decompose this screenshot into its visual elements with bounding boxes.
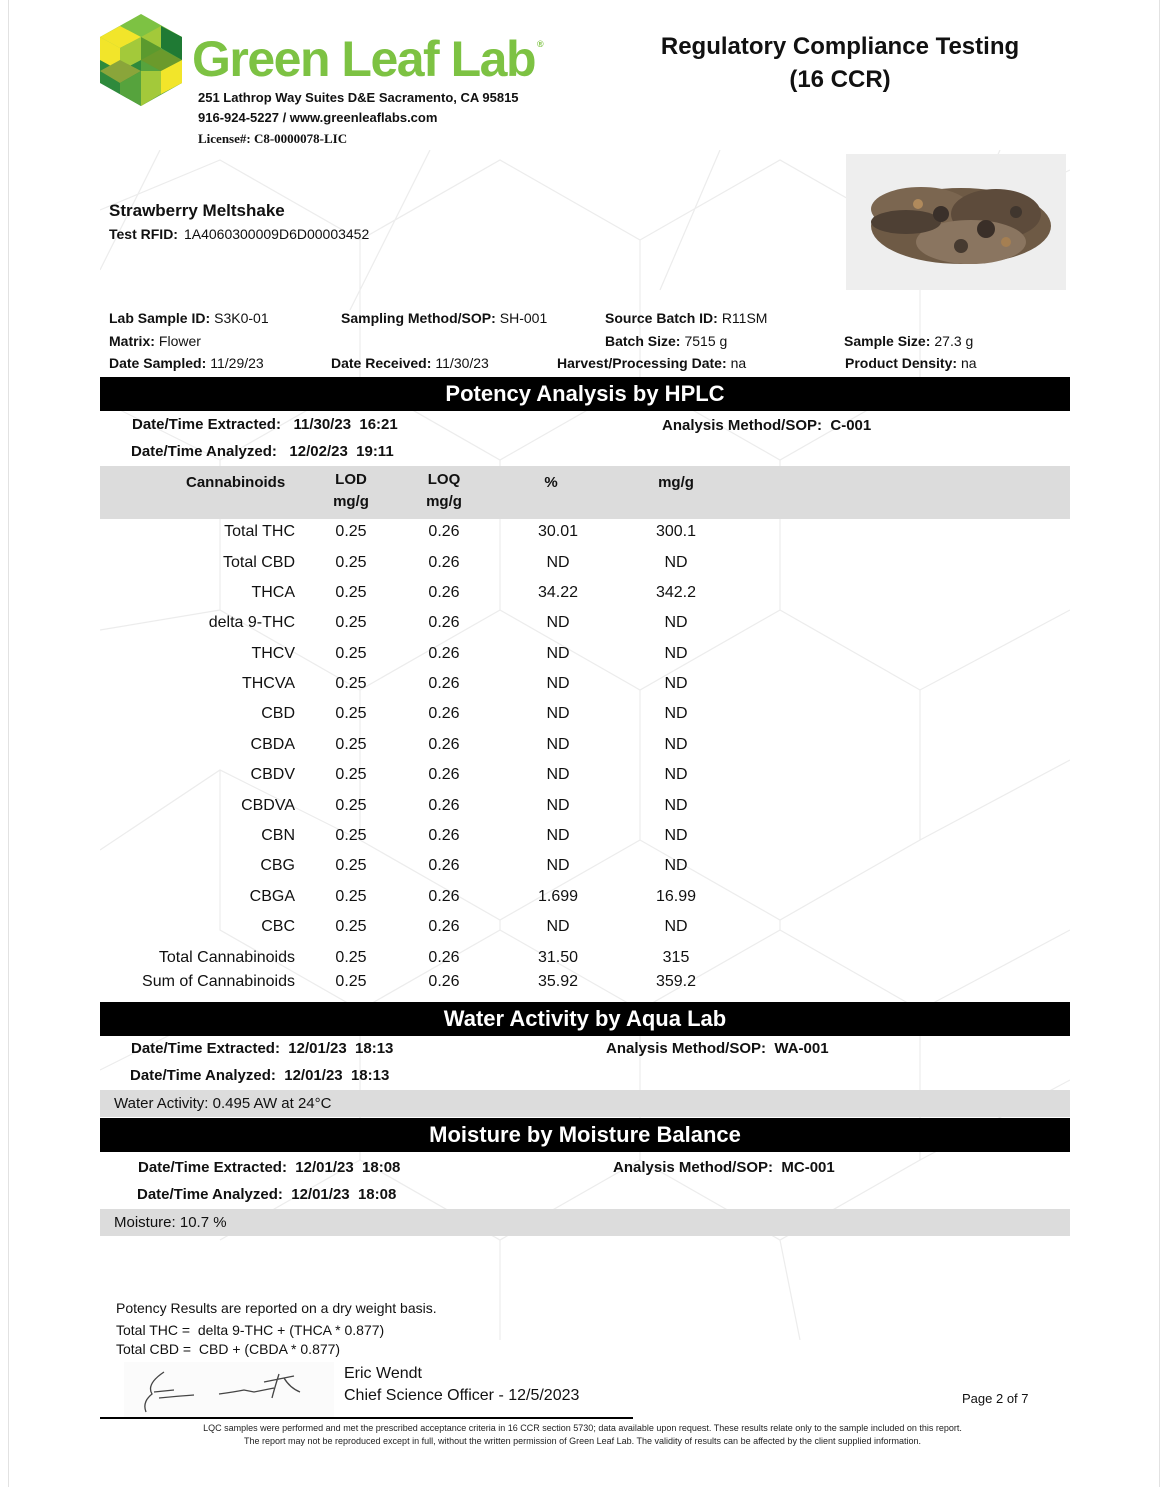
mg-per-g-value: ND — [664, 918, 688, 935]
col-lod: LOD mg/g — [333, 471, 369, 510]
loq-value: 0.26 — [428, 797, 460, 814]
mg-per-g-value: ND — [664, 614, 688, 631]
lod-value: 0.25 — [335, 857, 367, 874]
cannabinoid-name: CBDV — [250, 766, 295, 783]
table-row — [100, 973, 800, 995]
cannabinoid-name: CBN — [261, 827, 295, 844]
wa-method: Analysis Method/SOP: WA-001 — [606, 1040, 829, 1057]
percent-value: ND — [546, 705, 570, 722]
lod-value: 0.25 — [335, 827, 367, 844]
percent-value: 34.22 — [537, 584, 579, 601]
table-row — [100, 797, 800, 819]
percent-value: 1.699 — [537, 888, 579, 905]
table-row — [100, 705, 800, 727]
lod-value: 0.25 — [335, 523, 367, 540]
cannabinoid-name: Sum of Cannabinoids — [142, 973, 295, 990]
percent-value: ND — [546, 614, 570, 631]
lod-value: 0.25 — [335, 918, 367, 935]
date-sampled: Date Sampled: 11/29/23 — [109, 355, 264, 371]
table-row — [100, 949, 800, 971]
mg-per-g-value: 300.1 — [655, 523, 697, 540]
table-row — [100, 584, 800, 606]
table-row — [100, 736, 800, 758]
table-row — [100, 645, 800, 667]
cannabinoid-name: CBDVA — [241, 797, 295, 814]
table-row — [100, 614, 800, 636]
disclaimer-line-2: The report may not be reproduced except in full, without the written permission of Green Leaf Lab. The validity of results can be affected by the client supplied information. — [243, 1436, 922, 1446]
hexagon-cube-logo-icon — [100, 14, 182, 106]
percent-value: ND — [546, 645, 570, 662]
percent-value: ND — [546, 675, 570, 692]
mg-per-g-value: ND — [664, 766, 688, 783]
loq-value: 0.26 — [428, 827, 460, 844]
page-number: Page 2 of 7 — [962, 1391, 1029, 1406]
mg-per-g-value: 342.2 — [655, 584, 697, 601]
batch-size: Batch Size: 7515 g — [605, 333, 728, 349]
rfid-label: Test RFID: — [109, 226, 178, 242]
cannabinoid-name: CBD — [261, 705, 295, 722]
rfid-value: 1A4060300009D6D00003452 — [183, 226, 370, 242]
test-rfid — [109, 226, 369, 242]
lod-value: 0.25 — [335, 949, 367, 966]
mg-per-g-value: ND — [664, 797, 688, 814]
signature-scribble-icon — [124, 1362, 334, 1417]
mg-per-g-value: ND — [664, 827, 688, 844]
table-row — [100, 766, 800, 788]
mg-per-g-value: 315 — [662, 949, 690, 966]
cannabinoid-name: THCVA — [241, 675, 295, 692]
loq-value: 0.26 — [428, 949, 460, 966]
lab-contact: 916-924-5227 / www.greenleaflabs.com — [198, 110, 438, 125]
table-row — [100, 888, 800, 910]
loq-value: 0.26 — [428, 645, 460, 662]
mg-per-g-value: ND — [664, 645, 688, 662]
loq-value: 0.26 — [428, 766, 460, 783]
potency-method: Analysis Method/SOP: C-001 — [662, 417, 872, 434]
wa-extracted: Date/Time Extracted: 12/01/23 18:13 — [131, 1040, 394, 1057]
table-row — [100, 523, 800, 545]
percent-value: ND — [546, 797, 570, 814]
table-row — [100, 554, 800, 576]
moisture-method: Analysis Method/SOP: MC-001 — [613, 1159, 835, 1176]
mg-per-g-value: 359.2 — [655, 973, 697, 990]
date-received: Date Received: 11/30/23 — [331, 355, 489, 371]
product-density: Product Density: na — [845, 355, 977, 371]
lod-value: 0.25 — [335, 554, 367, 571]
percent-value: ND — [546, 857, 570, 874]
product-name: Strawberry Meltshake — [109, 201, 285, 220]
potency-section-header: Potency Analysis by HPLC — [100, 377, 1070, 411]
loq-value: 0.26 — [428, 523, 460, 540]
loq-value: 0.26 — [428, 857, 460, 874]
loq-value: 0.26 — [428, 614, 460, 631]
sample-size: Sample Size: 27.3 g — [844, 333, 974, 349]
harvest-processing-date: Harvest/Processing Date: na — [557, 355, 747, 371]
lab-address: 251 Lathrop Way Suites D&E Sacramento, CA 95815 — [198, 90, 519, 105]
loq-value: 0.26 — [428, 736, 460, 753]
wa-analyzed: Date/Time Analyzed: 12/01/23 18:13 — [130, 1067, 390, 1084]
cannabinoid-name: delta 9-THC — [208, 614, 295, 631]
lod-value: 0.25 — [335, 736, 367, 753]
table-row — [100, 918, 800, 940]
potency-extracted: Date/Time Extracted: 11/30/23 16:21 — [132, 416, 398, 433]
brand-name: Green Leaf Lab ® — [192, 31, 543, 87]
lod-value: 0.25 — [335, 645, 367, 662]
percent-value: ND — [546, 827, 570, 844]
loq-value: 0.26 — [428, 675, 460, 692]
moisture-analyzed: Date/Time Analyzed: 12/01/23 18:08 — [137, 1186, 397, 1203]
water-activity-result: Water Activity: 0.495 AW at 24°C — [100, 1090, 1070, 1117]
cannabinoid-name: CBC — [261, 918, 295, 935]
cannabinoid-name: Total CBD — [222, 554, 295, 571]
lod-value: 0.25 — [335, 973, 367, 990]
moisture-section-header: Moisture by Moisture Balance — [100, 1118, 1070, 1152]
table-row — [100, 675, 800, 697]
cannabinoid-name: Total THC — [224, 523, 295, 540]
mg-per-g-value: ND — [664, 736, 688, 753]
mg-per-g-value: 16.99 — [655, 888, 697, 905]
loq-value: 0.26 — [428, 554, 460, 571]
cannabinoid-name: Total Cannabinoids — [158, 949, 295, 966]
lod-value: 0.25 — [335, 888, 367, 905]
dry-weight-note: Potency Results are reported on a dry weight basis. — [116, 1300, 437, 1316]
disclaimer-line-1: LQC samples were performed and met the prescribed acceptance criteria in 16 CCR section 5730; data available upon request. These results relate only to the sample included on this report. — [203, 1423, 962, 1433]
mg-per-g-value: ND — [664, 705, 688, 722]
sampling-method: Sampling Method/SOP: SH-001 — [341, 310, 548, 326]
moisture-result: Moisture: 10.7 % — [100, 1209, 1070, 1236]
percent-value: 35.92 — [537, 973, 579, 990]
lod-value: 0.25 — [335, 675, 367, 692]
loq-value: 0.26 — [428, 584, 460, 601]
table-row — [100, 857, 800, 879]
total-cbd-formula: Total CBD = CBD + (CBDA * 0.877) — [116, 1341, 341, 1357]
cannabinoid-name: THCV — [251, 645, 295, 662]
lab-license: License#: C8-0000078-LIC — [198, 131, 348, 146]
document-title — [620, 30, 1060, 96]
potency-analyzed: Date/Time Analyzed: 12/02/23 19:11 — [131, 443, 394, 460]
cannabinoid-name: CBGA — [249, 888, 295, 905]
total-thc-formula: Total THC = delta 9-THC + (THCA * 0.877) — [116, 1322, 385, 1338]
cannabinoid-name: CBG — [260, 857, 295, 874]
flower-bud-image-icon — [846, 154, 1066, 290]
percent-value: ND — [546, 918, 570, 935]
mg-per-g-value: ND — [664, 857, 688, 874]
title-line-1: Regulatory Compliance Testing — [660, 33, 1020, 60]
title-line-2: (16 CCR) — [789, 66, 891, 93]
table-row — [100, 827, 800, 849]
cannabinoid-name: CBDA — [250, 736, 295, 753]
matrix: Matrix: Flower — [109, 333, 201, 349]
loq-value: 0.26 — [428, 973, 460, 990]
lod-value: 0.25 — [335, 766, 367, 783]
moisture-extracted: Date/Time Extracted: 12/01/23 18:08 — [138, 1159, 401, 1176]
mg-per-g-value: ND — [664, 554, 688, 571]
percent-value: ND — [546, 766, 570, 783]
col-percent: % — [544, 474, 558, 491]
mg-per-g-value: ND — [664, 675, 688, 692]
source-batch-id: Source Batch ID: R11SM — [605, 310, 768, 326]
signer-title-date: Chief Science Officer - 12/5/2023 — [344, 1387, 580, 1404]
col-mg-per-g: mg/g — [658, 474, 694, 491]
lod-value: 0.25 — [335, 584, 367, 601]
signature — [124, 1362, 334, 1417]
lab-sample-id: Lab Sample ID: S3K0-01 — [109, 310, 269, 326]
col-cannabinoids: Cannabinoids — [186, 474, 286, 491]
sample-photo — [846, 154, 1066, 290]
loq-value: 0.26 — [428, 918, 460, 935]
loq-value: 0.26 — [428, 705, 460, 722]
percent-value: 31.50 — [537, 949, 579, 966]
lod-value: 0.25 — [335, 797, 367, 814]
loq-value: 0.26 — [428, 888, 460, 905]
lod-value: 0.25 — [335, 614, 367, 631]
water-activity-section-header: Water Activity by Aqua Lab — [100, 1002, 1070, 1036]
percent-value: ND — [546, 554, 570, 571]
percent-value: 30.01 — [537, 523, 579, 540]
footer-rule — [100, 1417, 633, 1419]
percent-value: ND — [546, 736, 570, 753]
cannabinoid-name: THCA — [251, 584, 295, 601]
potency-table-header — [100, 466, 1070, 519]
signer-name: Eric Wendt — [344, 1365, 422, 1382]
col-loq: LOQ mg/g — [426, 471, 462, 510]
lod-value: 0.25 — [335, 705, 367, 722]
